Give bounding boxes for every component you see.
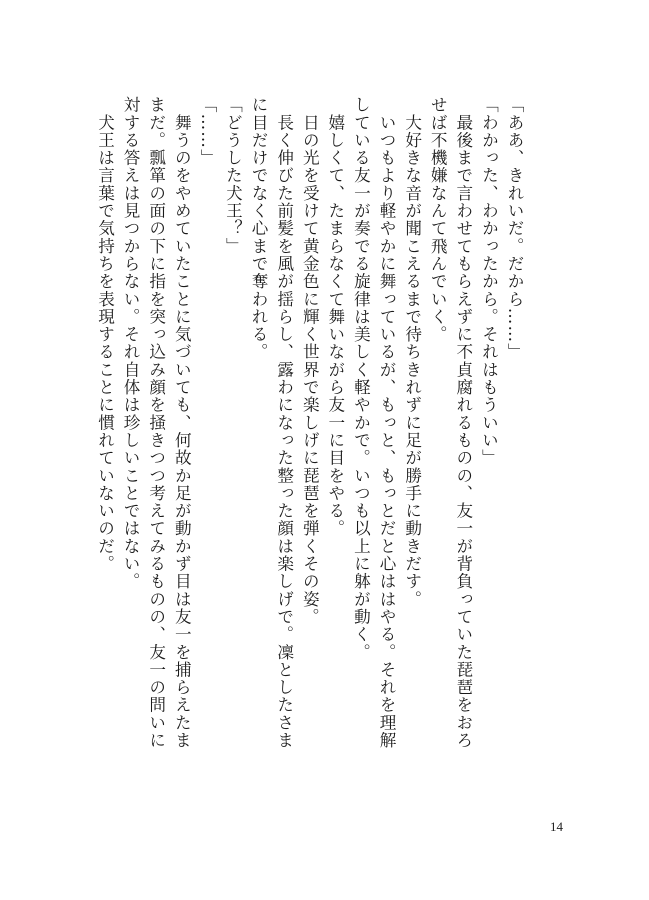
page-number: 14	[550, 819, 563, 834]
text-line: せば不機嫌なんて飛んでいく。	[428, 96, 448, 344]
text-line: いつもより軽やかに舞っているが、もっと、もっとだと心ははやる。それを理解	[377, 96, 397, 750]
text-line: 「わかった、わかったから。それはもういい」	[479, 96, 499, 467]
text-line: 嬉しくて、たまらなくて舞いながら友一に目をやる。	[325, 96, 345, 538]
text-line: 「どうした犬王？」	[223, 96, 243, 255]
vertical-text-body	[92, 96, 527, 806]
text-line: まだ。瓢箪の面の下に指を突っ込み顔を掻きつつ考えてみるものの、友一の問いに	[146, 96, 166, 750]
text-line: 長く伸びた前髪を風が揺らし、露わになった整った顔は楽しげで。凜としたさま	[274, 96, 294, 750]
text-line: 最後まで言わせてもらえずに不貞腐れるものの、友一が背負っていた琵琶をおろ	[453, 96, 473, 750]
text-line: 日の光を受けて黄金色に輝く世界で楽しげに琵琶を弾くその姿。	[300, 96, 320, 626]
text-line: に目だけでなく心まで奪われる。	[249, 96, 269, 361]
text-line: 大好きな音が聞こえるまで待ちきれずに足が勝手に動きだす。	[402, 96, 422, 608]
text-line: 対する答えは見つからない。それ自体は珍しいことではない。	[121, 96, 141, 591]
text-line: している友一が奏でる旋律は美しく軽やかで。いつも以上に躰が動く。	[351, 96, 371, 661]
text-line: 「ああ、きれいだ。だから……」	[505, 96, 524, 361]
text-line: 犬王は言葉で気持ちを表現することに慣れていないのだ。	[95, 96, 115, 573]
text-line: 「……」	[197, 96, 217, 167]
text-line: 舞うのをやめていたことに気づいても、何故か足が動かず目は友一を捕らえたま	[172, 96, 192, 750]
